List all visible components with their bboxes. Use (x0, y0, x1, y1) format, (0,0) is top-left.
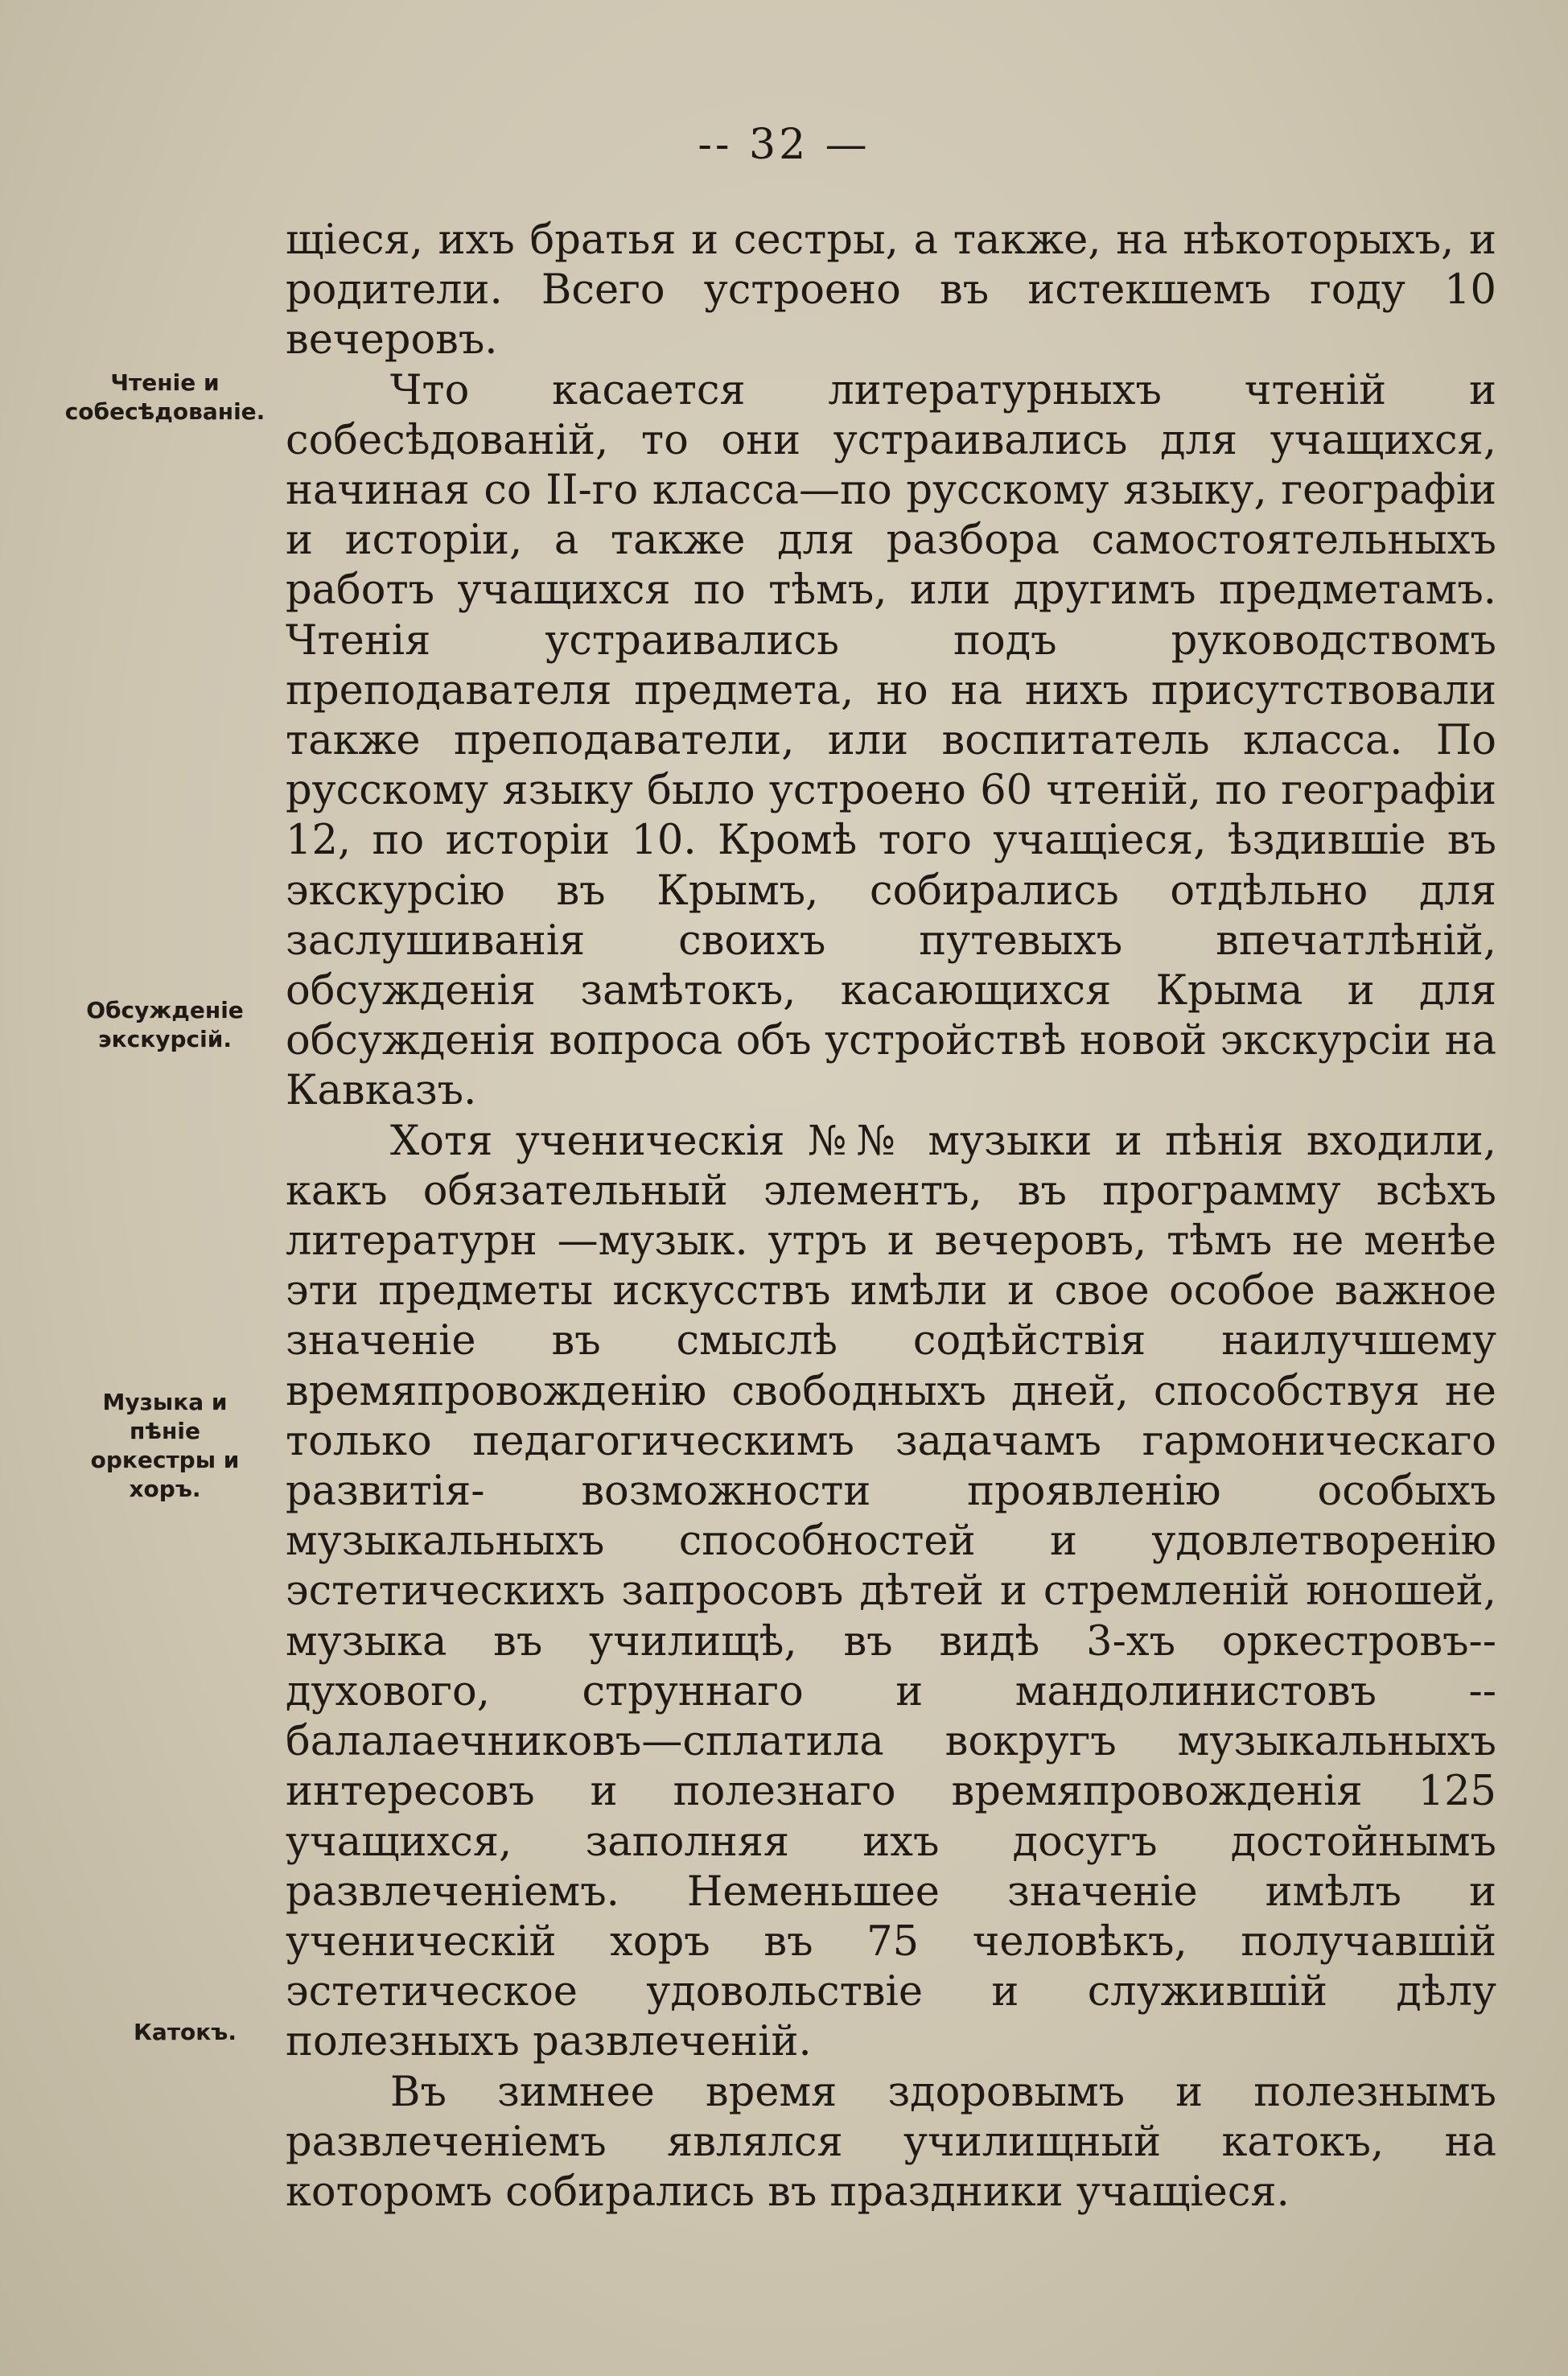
body-text (286, 216, 1496, 2217)
paragraph-continuation: щіеся, ихъ братья и сестры, а также, на нѣкоторыхъ, и родители. Всего устроено въ истекшемъ году 10 вечеровъ. (286, 216, 1496, 364)
paragraph-music: Хотя ученическія №№ музыки и пѣнія входили, какъ обязательный элементъ, въ программу всѣхъ литературн —музык. утръ и вечеровъ, тѣмъ не менѣе эти предметы искусствъ имѣли и свое особое важное значеніе въ смыслѣ содѣйствія наилучшему времяпровожденію свободныхъ дней, способствуя не только педагогическимъ задачамъ гармоническаго развитія- возможности проявленію особыхъ музыкальныхъ способностей и удовлетворенію эстетическихъ запросовъ дѣтей и стремленій юношей, музыка въ училищѣ, въ видѣ 3-хъ оркестровъ--духового, струннаго и мандолинистовъ --балалаечниковъ—сплатила вокругъ музыкальныхъ интересовъ и полезнаго времяпровожденія 125 учащихся, заполняя ихъ досугъ достойнымъ развлеченіемъ. Неменьшее значеніе имѣлъ и ученическій хоръ въ 75 человѣкъ, получавшій эстетическое удовольствіе и служившій дѣлу полезныхъ развлеченій. (286, 1117, 1496, 2066)
margin-note-music: Музыка и пѣніе оркестры и хоръ. (90, 1389, 240, 1502)
paragraph-reading: Что касается литературныхъ чтеній и собесѣдованій, то они устраивались для учащихся, начиная со II-го класса—по русскому языку, географіи и исторіи, а также для разбора самостоятельныхъ работъ учащихся по тѣмъ, или другимъ предметамъ. Чтенія устраивались подъ руководствомъ преподавателя предмета, но на нихъ присутствовали также преподаватели, или воспитатель класса. По русскому языку было устроено 60 чтеній, по географіи 12, по исторіи 10. Кромѣ того учащіеся, ѣздившіе въ экскурсію въ Крымъ, собирались отдѣльно для заслушиванія своихъ путевыхъ впечатлѣній, обсужденія замѣтокъ, касающихся Крыма и для обсужденія вопроса объ устройствѣ новой экскурсіи на Кавказъ. (286, 366, 1496, 1115)
margin-note-rink: Катокъ. (134, 2019, 237, 2045)
margin-note-reading: Чтеніе и собесѣдованіе. (64, 369, 265, 425)
page-number: -- 32 — (698, 121, 870, 169)
paragraph-rink: Въ зимнее время здоровымъ и полезнымъ развлеченіемъ являлся училищный катокъ, на которомъ собирались въ праздники учащіеся. (286, 2068, 1496, 2216)
margin-note-excursion: Обсужденіе экскурсій. (86, 997, 244, 1052)
